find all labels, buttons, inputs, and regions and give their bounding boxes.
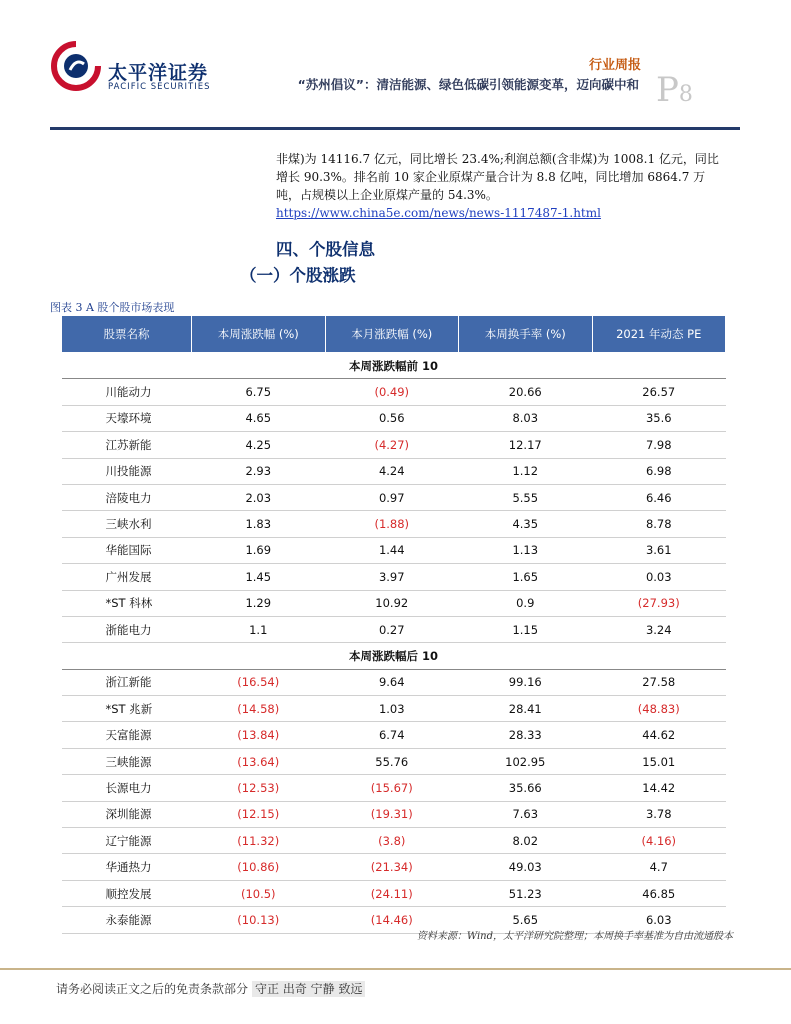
value-cell: 5.55 — [459, 484, 593, 510]
footer — [56, 980, 365, 997]
value-cell: 6.98 — [592, 458, 726, 484]
stock-name-cell: 辽宁能源 — [62, 828, 192, 854]
source-link[interactable]: https://www.china5e.com/news/news-1117487-1.html — [276, 206, 601, 220]
stock-name-cell: 顺控发展 — [62, 880, 192, 906]
stock-name-cell: 广州发展 — [62, 564, 192, 590]
body-paragraph — [276, 150, 746, 222]
value-cell: 35.6 — [592, 405, 726, 431]
stock-name-cell: 华通热力 — [62, 854, 192, 880]
value-cell: (10.13) — [192, 907, 326, 933]
value-cell: 1.15 — [459, 616, 593, 642]
value-cell: (19.31) — [325, 801, 459, 827]
footer-divider — [0, 968, 791, 970]
table-row — [62, 564, 726, 590]
column-header: 本月涨跌幅 (%) — [325, 316, 459, 353]
value-cell: 1.65 — [459, 564, 593, 590]
stock-name-cell: 天富能源 — [62, 722, 192, 748]
page-num: 8 — [678, 82, 693, 107]
value-cell: 6.46 — [592, 484, 726, 510]
stock-name-cell: 华能国际 — [62, 537, 192, 563]
value-cell: (13.84) — [192, 722, 326, 748]
table-row — [62, 616, 726, 642]
logo-name-english: PACIFIC SECURITIES — [108, 82, 211, 92]
value-cell: 2.93 — [192, 458, 326, 484]
value-cell: (10.5) — [192, 880, 326, 906]
value-cell: 4.7 — [592, 854, 726, 880]
stock-name-cell: 三峡水利 — [62, 511, 192, 537]
source-note: 资料来源：Wind，太平洋研究院整理；本周换手率基准为自由流通股本 — [416, 931, 733, 942]
value-cell: (0.49) — [325, 379, 459, 405]
value-cell: 20.66 — [459, 379, 593, 405]
value-cell: (21.34) — [325, 854, 459, 880]
column-header: 2021 年动态 PE — [592, 316, 726, 353]
table-row — [62, 432, 726, 458]
paragraph-line: 增长 90.3%。排名前 10 家企业原煤产量合计为 8.8 亿吨，同比增加 6864.7 万 — [276, 170, 706, 184]
logo-name: 太平洋证券 — [108, 62, 209, 84]
value-cell: 1.13 — [459, 537, 593, 563]
table-row — [62, 537, 726, 563]
value-cell: 4.24 — [325, 458, 459, 484]
value-cell: 26.57 — [592, 379, 726, 405]
stock-performance-table — [61, 315, 726, 934]
stock-name-cell: 天壕环境 — [62, 405, 192, 431]
header-divider — [50, 127, 740, 130]
value-cell: 9.64 — [325, 669, 459, 695]
value-cell: 99.16 — [459, 669, 593, 695]
value-cell: (14.58) — [192, 696, 326, 722]
value-cell: (16.54) — [192, 669, 326, 695]
paragraph-line: 非煤)为 14116.7 亿元，同比增长 23.4%;利润总额(含非煤)为 1008.1 亿元，同比 — [276, 152, 719, 166]
value-cell: (27.93) — [592, 590, 726, 616]
stock-name-cell: 川投能源 — [62, 458, 192, 484]
stock-name-cell: 涪陵电力 — [62, 484, 192, 510]
value-cell: 14.42 — [592, 775, 726, 801]
table-row — [62, 405, 726, 431]
table-row — [62, 696, 726, 722]
stock-name-cell: 深圳能源 — [62, 801, 192, 827]
value-cell: 49.03 — [459, 854, 593, 880]
value-cell: 1.69 — [192, 537, 326, 563]
paragraph-line: 吨，占规模以上企业原煤产量的 54.3%。 — [276, 188, 498, 202]
value-cell: (4.16) — [592, 828, 726, 854]
stock-name-cell: 江苏新能 — [62, 432, 192, 458]
table-row — [62, 854, 726, 880]
value-cell: (1.88) — [325, 511, 459, 537]
table-row — [62, 801, 726, 827]
value-cell: (14.46) — [325, 907, 459, 933]
group-header-row — [62, 353, 726, 379]
table-row — [62, 880, 726, 906]
value-cell: 0.9 — [459, 590, 593, 616]
value-cell: 0.97 — [325, 484, 459, 510]
value-cell: 5.65 — [459, 907, 593, 933]
value-cell: (10.86) — [192, 854, 326, 880]
value-cell: 8.03 — [459, 405, 593, 431]
value-cell: 2.03 — [192, 484, 326, 510]
value-cell: (12.15) — [192, 801, 326, 827]
table-row — [62, 828, 726, 854]
table-caption: 图表 3 A 股个股市场表现 — [50, 301, 175, 314]
value-cell: 35.66 — [459, 775, 593, 801]
column-header: 本周涨跌幅 (%) — [192, 316, 326, 353]
column-header: 股票名称 — [62, 316, 192, 353]
table-row — [62, 590, 726, 616]
stock-name-cell: 浙能电力 — [62, 616, 192, 642]
value-cell: 8.78 — [592, 511, 726, 537]
value-cell: 1.83 — [192, 511, 326, 537]
company-motto: 守正 出奇 宁静 致远 — [252, 981, 365, 997]
report-type-label: 行业周报 — [588, 58, 641, 73]
value-cell: 51.23 — [459, 880, 593, 906]
value-cell: 1.12 — [459, 458, 593, 484]
value-cell: (12.53) — [192, 775, 326, 801]
table-header-row — [62, 316, 726, 353]
value-cell: 28.33 — [459, 722, 593, 748]
page-number — [656, 70, 693, 110]
value-cell: 15.01 — [592, 748, 726, 774]
value-cell: 4.35 — [459, 511, 593, 537]
value-cell: (3.8) — [325, 828, 459, 854]
table-row — [62, 511, 726, 537]
value-cell: (11.32) — [192, 828, 326, 854]
value-cell: 7.98 — [592, 432, 726, 458]
section-title: 四、个股信息 — [276, 240, 375, 259]
value-cell: 3.61 — [592, 537, 726, 563]
value-cell: 44.62 — [592, 722, 726, 748]
table-row — [62, 484, 726, 510]
stock-name-cell: *ST 兆新 — [62, 696, 192, 722]
value-cell: (15.67) — [325, 775, 459, 801]
value-cell: 7.63 — [459, 801, 593, 827]
group-header-row — [62, 643, 726, 669]
value-cell: 46.85 — [592, 880, 726, 906]
value-cell: 1.29 — [192, 590, 326, 616]
table-row — [62, 379, 726, 405]
table-row — [62, 458, 726, 484]
table-row — [62, 669, 726, 695]
report-title: “苏州倡议”：清洁能源、绿色低碳引领能源变革，迈向碳中和 — [297, 77, 639, 92]
stock-name-cell: *ST 科林 — [62, 590, 192, 616]
value-cell: 10.92 — [325, 590, 459, 616]
group-label: 本周涨跌幅前 10 — [62, 353, 726, 379]
value-cell: (13.64) — [192, 748, 326, 774]
stock-name-cell: 长源电力 — [62, 775, 192, 801]
value-cell: 3.97 — [325, 564, 459, 590]
value-cell: 8.02 — [459, 828, 593, 854]
value-cell: 27.58 — [592, 669, 726, 695]
value-cell: 4.65 — [192, 405, 326, 431]
value-cell: 3.78 — [592, 801, 726, 827]
logo-emblem-icon — [50, 40, 102, 92]
value-cell: 0.27 — [325, 616, 459, 642]
value-cell: 6.03 — [592, 907, 726, 933]
value-cell: 1.45 — [192, 564, 326, 590]
value-cell: 12.17 — [459, 432, 593, 458]
stock-name-cell: 川能动力 — [62, 379, 192, 405]
table-row — [62, 775, 726, 801]
column-header: 本周换手率 (%) — [459, 316, 593, 353]
value-cell: (24.11) — [325, 880, 459, 906]
stock-name-cell: 永泰能源 — [62, 907, 192, 933]
value-cell: 6.75 — [192, 379, 326, 405]
table-row — [62, 748, 726, 774]
stock-name-cell: 三峡能源 — [62, 748, 192, 774]
stock-name-cell: 浙江新能 — [62, 669, 192, 695]
table-row — [62, 722, 726, 748]
value-cell: 0.03 — [592, 564, 726, 590]
value-cell: (48.83) — [592, 696, 726, 722]
value-cell: 6.74 — [325, 722, 459, 748]
subsection-title: （一）个股涨跌 — [240, 266, 356, 285]
disclaimer-text: 请务必阅读正文之后的免责条款部分 — [56, 982, 249, 996]
page-letter: P — [656, 70, 679, 110]
value-cell: 28.41 — [459, 696, 593, 722]
value-cell: (4.27) — [325, 432, 459, 458]
group-label: 本周涨跌幅后 10 — [62, 643, 726, 669]
value-cell: 0.56 — [325, 405, 459, 431]
value-cell: 102.95 — [459, 748, 593, 774]
value-cell: 4.25 — [192, 432, 326, 458]
value-cell: 3.24 — [592, 616, 726, 642]
value-cell: 1.44 — [325, 537, 459, 563]
value-cell: 55.76 — [325, 748, 459, 774]
value-cell: 1.03 — [325, 696, 459, 722]
value-cell: 1.1 — [192, 616, 326, 642]
